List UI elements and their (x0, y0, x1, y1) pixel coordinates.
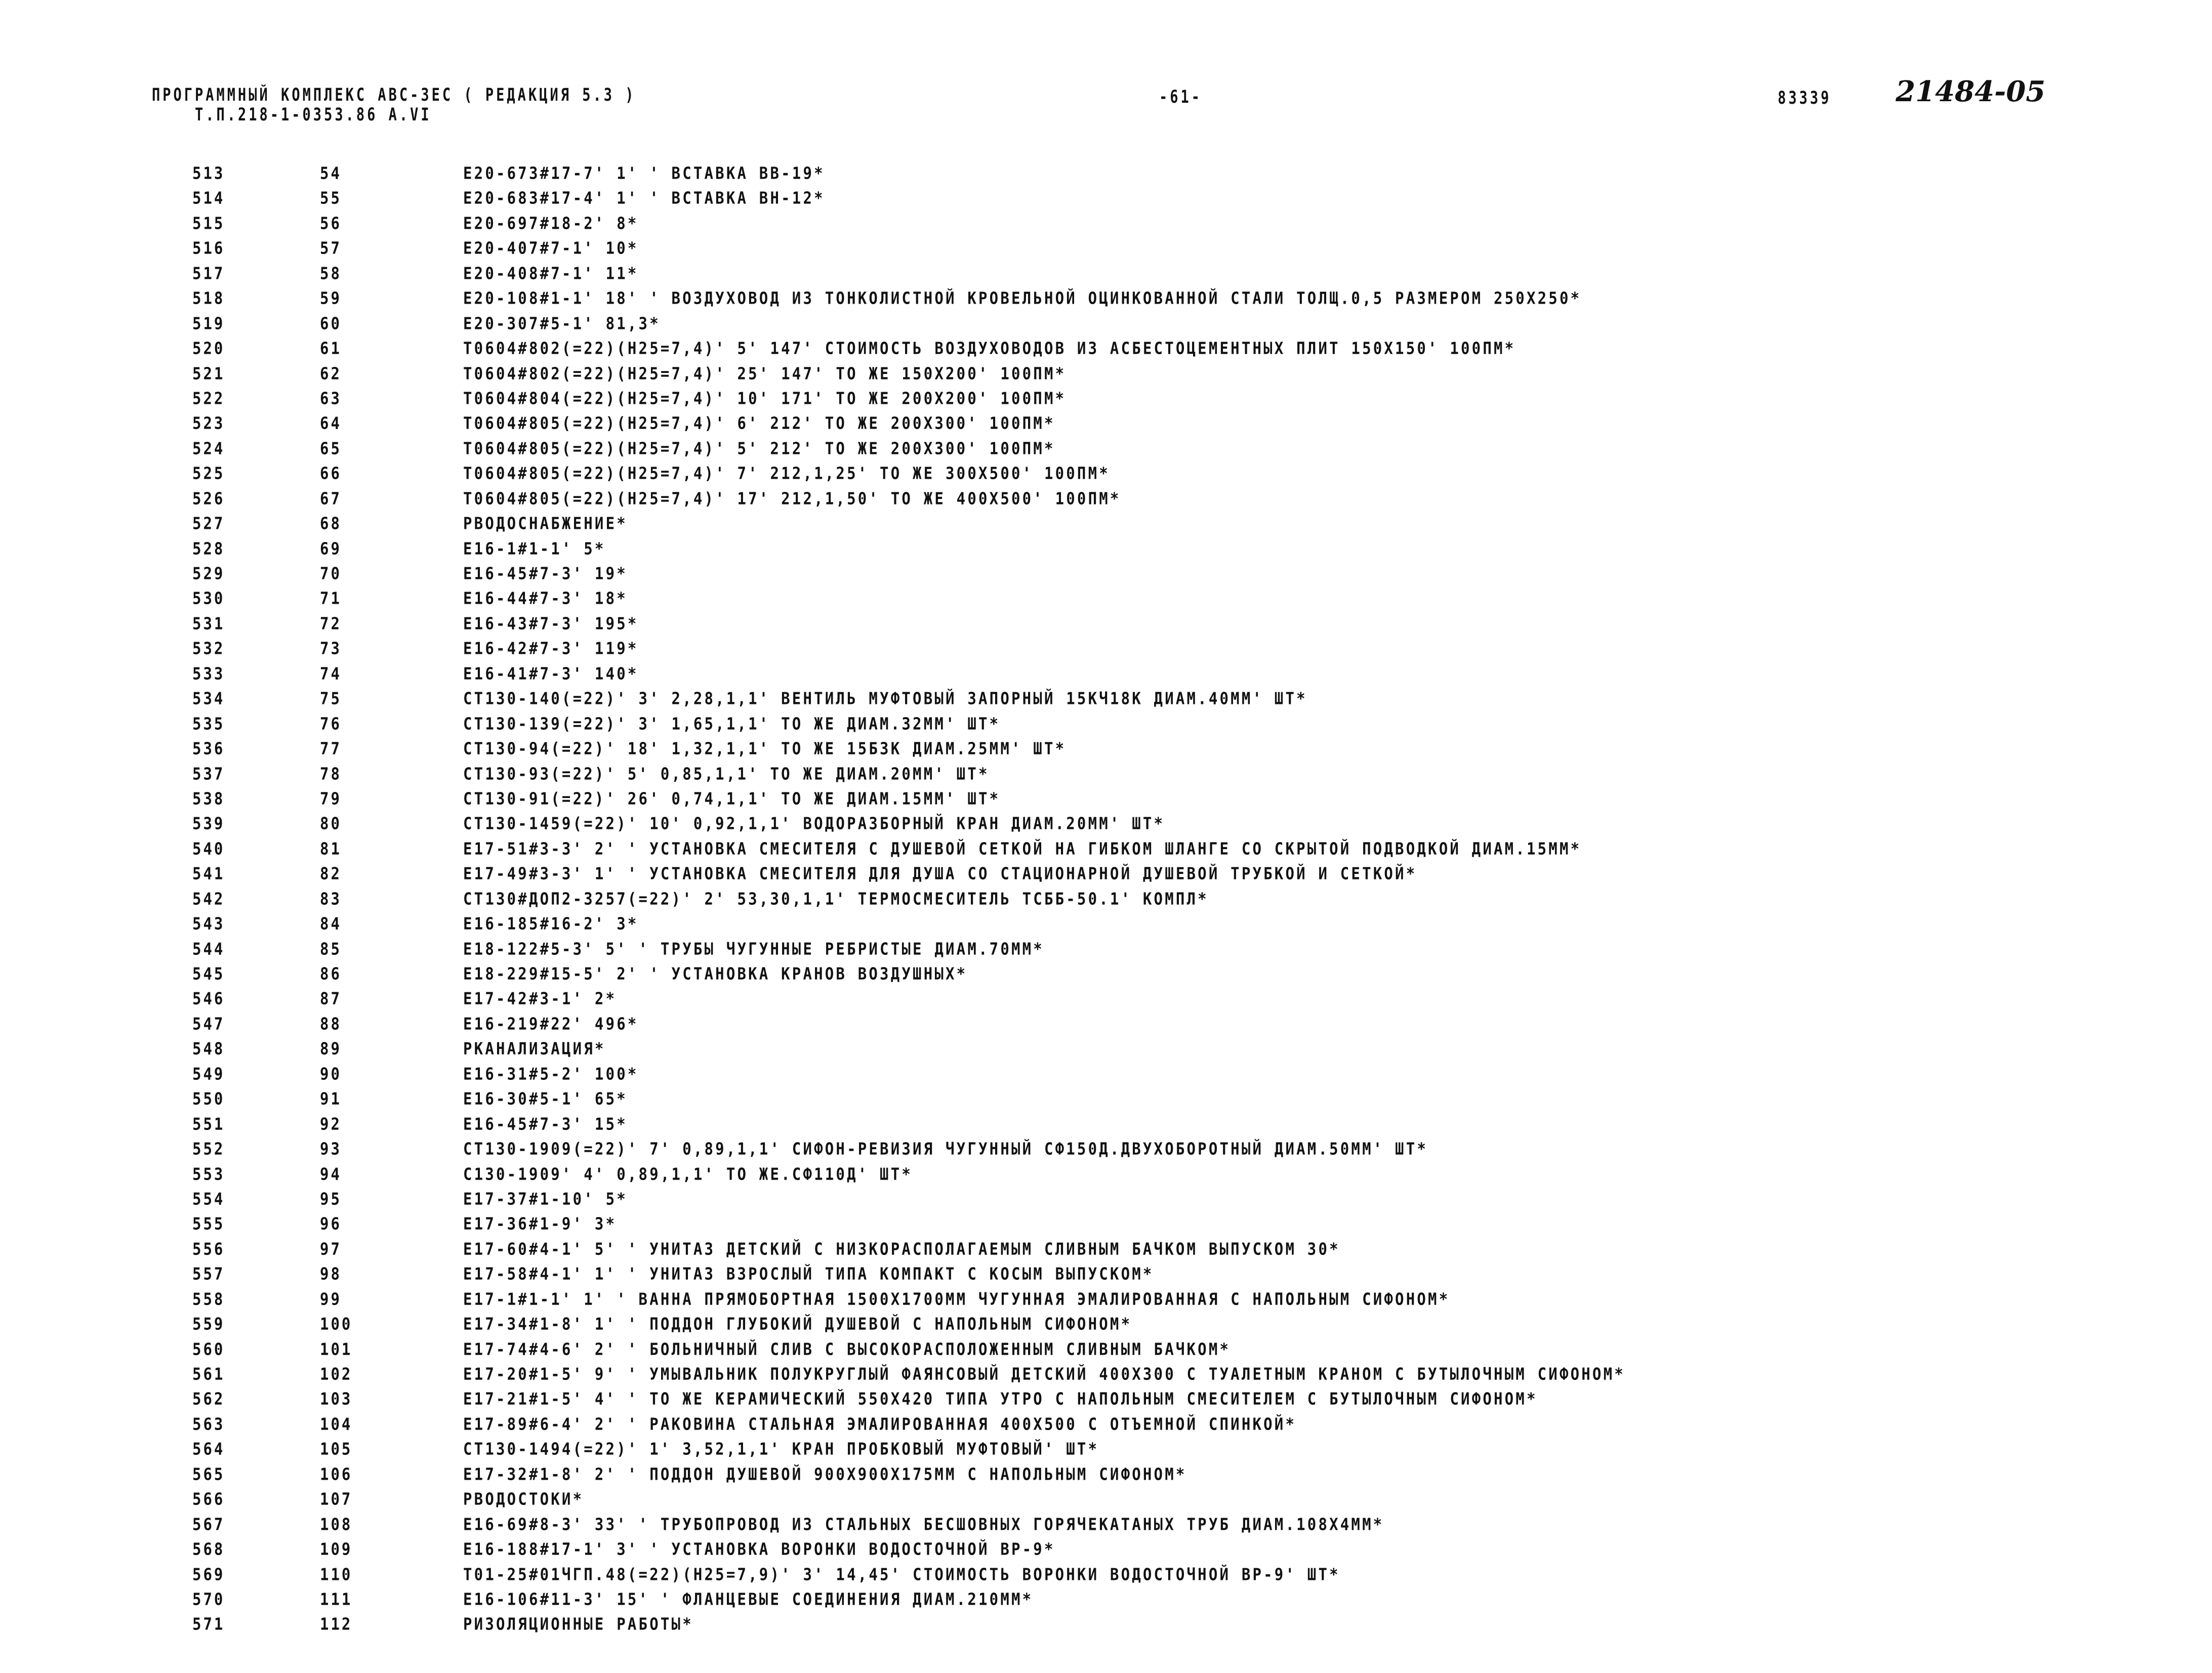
item-number: 68 (320, 513, 342, 533)
listing-row (0, 661, 2212, 686)
line-number: 519 (192, 313, 225, 333)
listing-row (0, 1437, 2212, 1461)
statement-text: Е17-49#3-3' 1' ' УСТАНОВКА СМЕСИТЕЛЯ ДЛЯ ДУША СО СТАЦИОНАРНОЙ ДУШЕВОЙ ТРУБКОЙ И СЕТКОЙ* (463, 863, 1417, 884)
listing-row (0, 1262, 2212, 1286)
line-number: 546 (192, 988, 225, 1009)
statement-text: Е17-36#1-9' 3* (463, 1214, 617, 1234)
listing-row (0, 1362, 2212, 1387)
item-number: 93 (320, 1139, 342, 1159)
line-number: 562 (192, 1389, 225, 1409)
line-number: 521 (192, 363, 225, 383)
item-number: 63 (320, 388, 342, 408)
item-number: 95 (320, 1189, 342, 1209)
listing-row (0, 436, 2212, 461)
line-number: 522 (192, 388, 225, 408)
line-number: 527 (192, 513, 225, 533)
item-number: 102 (320, 1364, 353, 1384)
listing-row (0, 686, 2212, 711)
listing-row (0, 261, 2212, 286)
item-number: 94 (320, 1163, 342, 1184)
document-number: 83339 (1778, 88, 1832, 109)
item-number: 55 (320, 188, 342, 208)
item-number: 77 (320, 738, 342, 759)
line-number: 525 (192, 463, 225, 483)
statement-text: СТ130-139(=22)' 3' 1,65,1,1' ТО ЖЕ ДИАМ.32ММ' ШТ* (463, 714, 1001, 734)
statement-text: Е16-188#17-1' 3' ' УСТАНОВКА ВОРОНКИ ВОДОСТОЧНОЙ ВР-9* (463, 1539, 1055, 1559)
item-number: 81 (320, 839, 342, 859)
program-listing (0, 161, 2212, 1637)
line-number: 544 (192, 938, 225, 959)
line-number: 561 (192, 1364, 225, 1384)
line-number: 524 (192, 438, 225, 458)
statement-text: Т0604#804(=22)(Н25=7,4)' 10' 171' ТО ЖЕ 200Х200' 100ПМ* (463, 388, 1067, 408)
listing-row (0, 1537, 2212, 1562)
line-number: 550 (192, 1089, 225, 1109)
line-number: 557 (192, 1264, 225, 1284)
statement-text: Е18-229#15-5' 2' ' УСТАНОВКА КРАНОВ ВОЗДУШНЫХ* (463, 964, 968, 984)
line-number: 567 (192, 1514, 225, 1534)
listing-row (0, 1387, 2212, 1411)
line-number: 538 (192, 788, 225, 809)
item-number: 70 (320, 563, 342, 583)
listing-row (0, 836, 2212, 861)
listing-row (0, 1237, 2212, 1262)
statement-text: Т0604#805(=22)(Н25=7,4)' 17' 212,1,50' ТО ЖЕ 400Х500' 100ПМ* (463, 488, 1121, 509)
item-number: 98 (320, 1264, 342, 1284)
item-number: 82 (320, 863, 342, 884)
item-number: 107 (320, 1489, 353, 1509)
line-number: 516 (192, 238, 225, 258)
listing-row (0, 1312, 2212, 1336)
listing-row (0, 361, 2212, 386)
statement-text: Т01-25#01ЧГП.48(=22)(Н25=7,9)' 3' 14,45' СТОИМОСТЬ ВОРОНКИ ВОДОСТОЧНОЙ ВР-9' ШТ* (463, 1564, 1340, 1584)
listing-row (0, 1587, 2212, 1612)
item-number: 100 (320, 1314, 353, 1334)
statement-text: СТ130-93(=22)' 5' 0,85,1,1' ТО ЖЕ ДИАМ.20ММ' ШТ* (463, 763, 990, 783)
item-number: 96 (320, 1214, 342, 1234)
listing-row (0, 861, 2212, 886)
listing-row (0, 236, 2212, 261)
statement-text: Т0604#805(=22)(Н25=7,4)' 5' 212' ТО ЖЕ 200Х300' 100ПМ* (463, 438, 1055, 458)
statement-text: Т0604#802(=22)(Н25=7,4)' 5' 147' СТОИМОСТЬ ВОЗДУХОВОДОВ ИЗ АСБЕСТОЦЕМЕНТНЫХ ПЛИТ 150Х150' 100ПМ* (463, 338, 1516, 358)
listing-row (0, 1287, 2212, 1312)
listing-row (0, 1562, 2212, 1587)
statement-text: Е20-673#17-7' 1' ' ВСТАВКА ВВ-19* (463, 163, 825, 183)
listing-row (0, 386, 2212, 411)
statement-text: СТ130-1459(=22)' 10' 0,92,1,1' ВОДОРАЗБОРНЫЙ КРАН ДИАМ.20ММ' ШТ* (463, 813, 1165, 833)
page-number: -61- (1159, 87, 1203, 108)
statement-text: С130-1909' 4' 0,89,1,1' ТО ЖЕ.СФ110Д' ШТ* (463, 1163, 913, 1184)
listing-row (0, 461, 2212, 486)
listing-row (0, 1036, 2212, 1061)
listing-row (0, 1062, 2212, 1086)
line-number: 569 (192, 1564, 225, 1584)
statement-text: Е17-21#1-5' 4' ' ТО ЖЕ КЕРАМИЧЕСКИЙ 550Х420 ТИПА УТРО С НАПОЛЬНЫМ СМЕСИТЕЛЕМ С БУТЫЛОЧНЫМ СИФОНОМ* (463, 1389, 1538, 1409)
item-number: 62 (320, 363, 342, 383)
statement-text: Е17-1#1-1' 1' ' ВАННА ПРЯМОБОРТНАЯ 1500Х1700ММ ЧУГУННАЯ ЭМАЛИРОВАННАЯ С НАПОЛЬНЫМ СИФОНОМ* (463, 1289, 1450, 1309)
statement-text: СТ130-91(=22)' 26' 0,74,1,1' ТО ЖЕ ДИАМ.15ММ' ШТ* (463, 788, 1001, 809)
statement-text: РКАНАЛИЗАЦИЯ* (463, 1038, 606, 1059)
listing-row (0, 1512, 2212, 1537)
item-number: 76 (320, 714, 342, 734)
statement-text: Е16-44#7-3' 18* (463, 588, 628, 608)
statement-text: РВОДОСТОКИ* (463, 1489, 584, 1509)
item-number: 97 (320, 1239, 342, 1259)
statement-text: Е16-45#7-3' 19* (463, 563, 628, 583)
statement-text: Е17-89#6-4' 2' ' РАКОВИНА СТАЛЬНАЯ ЭМАЛИРОВАННАЯ 400Х500 С ОТЪЕМНОЙ СПИНКОЙ* (463, 1414, 1297, 1434)
item-number: 87 (320, 988, 342, 1009)
statement-text: СТ130-140(=22)' 3' 2,28,1,1' ВЕНТИЛЬ МУФТОВЫЙ ЗАПОРНЫЙ 15КЧ18К ДИАМ.40ММ' ШТ* (463, 688, 1307, 708)
statement-text: Е16-185#16-2' 3* (463, 913, 639, 934)
listing-row (0, 411, 2212, 436)
line-number: 523 (192, 413, 225, 433)
statement-text: Е20-307#5-1' 81,3* (463, 313, 661, 333)
listing-row (0, 762, 2212, 786)
line-number: 571 (192, 1614, 225, 1634)
statement-text: Е16-45#7-3' 15* (463, 1114, 628, 1134)
statement-text: Е20-408#7-1' 11* (463, 263, 639, 283)
project-code: Т.П.218-1-0353.86 А.VI (195, 105, 432, 126)
listing-row (0, 586, 2212, 611)
statement-text: Е20-683#17-4' 1' ' ВСТАВКА ВН-12* (463, 188, 825, 208)
statement-text: СТ130-1909(=22)' 7' 0,89,1,1' СИФОН-РЕВИЗИЯ ЧУГУННЫЙ СФ150Д.ДВУХОБОРОТНЫЙ ДИАМ.50ММ' ШТ* (463, 1139, 1428, 1159)
statement-text: Е17-42#3-1' 2* (463, 988, 617, 1009)
line-number: 566 (192, 1489, 225, 1509)
item-number: 112 (320, 1614, 353, 1634)
listing-row (0, 1162, 2212, 1187)
listing-row (0, 1462, 2212, 1487)
listing-row (0, 611, 2212, 636)
item-number: 92 (320, 1114, 342, 1134)
statement-text: Е16-219#22' 496* (463, 1014, 639, 1034)
listing-row (0, 1612, 2212, 1637)
listing-row (0, 561, 2212, 586)
statement-text: Е20-108#1-1' 18' ' ВОЗДУХОВОД ИЗ ТОНКОЛИСТНОЙ КРОВЕЛЬНОЙ ОЦИНКОВАННОЙ СТАЛИ ТОЛЩ.0,5 РАЗМЕРОМ 250Х250* (463, 288, 1582, 308)
line-number: 526 (192, 488, 225, 509)
line-number: 520 (192, 338, 225, 358)
listing-row (0, 937, 2212, 961)
listing-row (0, 511, 2212, 536)
line-number: 533 (192, 663, 225, 684)
item-number: 108 (320, 1514, 353, 1534)
line-number: 552 (192, 1139, 225, 1159)
listing-row (0, 1086, 2212, 1111)
line-number: 564 (192, 1439, 225, 1459)
listing-row (0, 186, 2212, 211)
statement-text: Е17-34#1-8' 1' ' ПОДДОН ГЛУБОКИЙ ДУШЕВОЙ С НАПОЛЬНЫМ СИФОНОМ* (463, 1314, 1132, 1334)
item-number: 72 (320, 613, 342, 634)
line-number: 517 (192, 263, 225, 283)
line-number: 530 (192, 588, 225, 608)
line-number: 565 (192, 1464, 225, 1484)
line-number: 531 (192, 613, 225, 634)
item-number: 83 (320, 889, 342, 909)
listing-row (0, 311, 2212, 336)
statement-text: Е16-30#5-1' 65* (463, 1089, 628, 1109)
listing-row (0, 1012, 2212, 1036)
item-number: 64 (320, 413, 342, 433)
line-number: 540 (192, 839, 225, 859)
line-number: 529 (192, 563, 225, 583)
listing-row (0, 1187, 2212, 1211)
listing-row (0, 1112, 2212, 1137)
statement-text: Е17-37#1-10' 5* (463, 1189, 628, 1209)
listing-row (0, 211, 2212, 236)
item-number: 99 (320, 1289, 342, 1309)
line-number: 547 (192, 1014, 225, 1034)
item-number: 61 (320, 338, 342, 358)
item-number: 80 (320, 813, 342, 833)
listing-row (0, 1487, 2212, 1512)
statement-text: СТ130-94(=22)' 18' 1,32,1,1' ТО ЖЕ 15Б3К ДИАМ.25ММ' ШТ* (463, 738, 1067, 759)
line-number: 548 (192, 1038, 225, 1059)
program-title: ПРОГРАММНЫЙ КОМПЛЕКС АВС-3ЕС ( РЕДАКЦИЯ 5.3 ) (152, 85, 636, 106)
line-number: 536 (192, 738, 225, 759)
item-number: 74 (320, 663, 342, 684)
item-number: 65 (320, 438, 342, 458)
line-number: 570 (192, 1589, 225, 1609)
item-number: 59 (320, 288, 342, 308)
listing-row (0, 161, 2212, 186)
item-number: 88 (320, 1014, 342, 1034)
line-number: 543 (192, 913, 225, 934)
item-number: 111 (320, 1589, 353, 1609)
item-number: 110 (320, 1564, 353, 1584)
item-number: 58 (320, 263, 342, 283)
statement-text: Е16-42#7-3' 119* (463, 638, 639, 658)
listing-row (0, 286, 2212, 311)
listing-row (0, 336, 2212, 361)
statement-text: СТ130#ДОП2-3257(=22)' 2' 53,30,1,1' ТЕРМОСМЕСИТЕЛЬ ТСББ-50.1' КОМПЛ* (463, 889, 1209, 909)
line-number: 554 (192, 1189, 225, 1209)
statement-text: СТ130-1494(=22)' 1' 3,52,1,1' КРАН ПРОБКОВЫЙ МУФТОВЫЙ' ШТ* (463, 1439, 1099, 1459)
item-number: 109 (320, 1539, 353, 1559)
line-number: 545 (192, 964, 225, 984)
line-number: 563 (192, 1414, 225, 1434)
item-number: 67 (320, 488, 342, 509)
listing-row (0, 712, 2212, 736)
line-number: 539 (192, 813, 225, 833)
statement-text: Т0604#805(=22)(Н25=7,4)' 7' 212,1,25' ТО ЖЕ 300Х500' 100ПМ* (463, 463, 1110, 483)
statement-text: Е18-122#5-3' 5' ' ТРУБЫ ЧУГУННЫЕ РЕБРИСТЫЕ ДИАМ.70ММ* (463, 938, 1044, 959)
listing-row (0, 786, 2212, 811)
listing-row (0, 1412, 2212, 1437)
listing-row (0, 911, 2212, 936)
item-number: 57 (320, 238, 342, 258)
line-number: 535 (192, 714, 225, 734)
item-number: 54 (320, 163, 342, 183)
listing-row (0, 536, 2212, 561)
listing-row (0, 636, 2212, 661)
line-number: 534 (192, 688, 225, 708)
statement-text: Т0604#802(=22)(Н25=7,4)' 25' 147' ТО ЖЕ 150Х200' 100ПМ* (463, 363, 1067, 383)
item-number: 89 (320, 1038, 342, 1059)
item-number: 91 (320, 1089, 342, 1109)
statement-text: Е17-51#3-3' 2' ' УСТАНОВКА СМЕСИТЕЛЯ С ДУШЕВОЙ СЕТКОЙ НА ГИБКОМ ШЛАНГЕ СО СКРЫТОЙ ПОДВОДКОЙ ДИАМ.15ММ* (463, 839, 1582, 859)
statement-text: Е16-69#8-3' 33' ' ТРУБОПРОВОД ИЗ СТАЛЬНЫХ БЕСШОВНЫХ ГОРЯЧЕКАТАНЫХ ТРУБ ДИАМ.108Х4ММ* (463, 1514, 1384, 1534)
item-number: 104 (320, 1414, 353, 1434)
statement-text: Е17-60#4-1' 5' ' УНИТАЗ ДЕТСКИЙ С НИЗКОРАСПОЛАГАЕМЫМ СЛИВНЫМ БАЧКОМ ВЫПУСКОМ 30* (463, 1239, 1340, 1259)
line-number: 556 (192, 1239, 225, 1259)
line-number: 568 (192, 1539, 225, 1559)
line-number: 549 (192, 1064, 225, 1084)
listing-row (0, 1337, 2212, 1362)
statement-text: Е16-31#5-2' 100* (463, 1064, 639, 1084)
item-number: 79 (320, 788, 342, 809)
item-number: 73 (320, 638, 342, 658)
statement-text: Е17-58#4-1' 1' ' УНИТАЗ ВЗРОСЛЫЙ ТИПА КОМПАКТ С КОСЫМ ВЫПУСКОМ* (463, 1264, 1154, 1284)
listing-row (0, 986, 2212, 1011)
line-number: 551 (192, 1114, 225, 1134)
item-number: 66 (320, 463, 342, 483)
listing-row (0, 736, 2212, 761)
line-number: 532 (192, 638, 225, 658)
line-number: 537 (192, 763, 225, 783)
item-number: 56 (320, 213, 342, 233)
statement-text: Е17-74#4-6' 2' ' БОЛЬНИЧНЫЙ СЛИВ С ВЫСОКОРАСПОЛОЖЕННЫМ СЛИВНЫМ БАЧКОМ* (463, 1339, 1231, 1359)
statement-text: РИЗОЛЯЦИОННЫЕ РАБОТЫ* (463, 1614, 693, 1634)
line-number: 513 (192, 163, 225, 183)
item-number: 90 (320, 1064, 342, 1084)
listing-row (0, 486, 2212, 511)
handwritten-inventory-number: 21484-05 (1896, 75, 2045, 108)
statement-text: Е16-41#7-3' 140* (463, 663, 639, 684)
statement-text: Т0604#805(=22)(Н25=7,4)' 6' 212' ТО ЖЕ 200Х300' 100ПМ* (463, 413, 1055, 433)
line-number: 518 (192, 288, 225, 308)
line-number: 528 (192, 538, 225, 559)
item-number: 78 (320, 763, 342, 783)
statement-text: Е17-20#1-5' 9' ' УМЫВАЛЬНИК ПОЛУКРУГЛЫЙ ФАЯНСОВЫЙ ДЕТСКИЙ 400Х300 С ТУАЛЕТНЫМ КРАНОМ С БУТЫЛОЧНЫМ СИФОНОМ* (463, 1364, 1625, 1384)
listing-row (0, 961, 2212, 986)
item-number: 84 (320, 913, 342, 934)
item-number: 71 (320, 588, 342, 608)
item-number: 60 (320, 313, 342, 333)
statement-text: Е20-697#18-2' 8* (463, 213, 639, 233)
line-number: 553 (192, 1163, 225, 1184)
item-number: 85 (320, 938, 342, 959)
listing-row (0, 1137, 2212, 1161)
line-number: 542 (192, 889, 225, 909)
item-number: 105 (320, 1439, 353, 1459)
line-number: 558 (192, 1289, 225, 1309)
statement-text: РВОДОСНАБЖЕНИЕ* (463, 513, 628, 533)
item-number: 69 (320, 538, 342, 559)
listing-row (0, 1211, 2212, 1236)
statement-text: Е16-1#1-1' 5* (463, 538, 606, 559)
item-number: 101 (320, 1339, 353, 1359)
item-number: 75 (320, 688, 342, 708)
line-number: 515 (192, 213, 225, 233)
item-number: 106 (320, 1464, 353, 1484)
line-number: 559 (192, 1314, 225, 1334)
item-number: 103 (320, 1389, 353, 1409)
line-number: 560 (192, 1339, 225, 1359)
statement-text: Е17-32#1-8' 2' ' ПОДДОН ДУШЕВОЙ 900Х900Х175ММ С НАПОЛЬНЫМ СИФОНОМ* (463, 1464, 1187, 1484)
statement-text: Е16-106#11-3' 15' ' ФЛАНЦЕВЫЕ СОЕДИНЕНИЯ ДИАМ.210ММ* (463, 1589, 1034, 1609)
line-number: 541 (192, 863, 225, 884)
listing-row (0, 887, 2212, 911)
line-number: 514 (192, 188, 225, 208)
listing-row (0, 811, 2212, 836)
line-number: 555 (192, 1214, 225, 1234)
item-number: 86 (320, 964, 342, 984)
statement-text: Е20-407#7-1' 10* (463, 238, 639, 258)
statement-text: Е16-43#7-3' 195* (463, 613, 639, 634)
